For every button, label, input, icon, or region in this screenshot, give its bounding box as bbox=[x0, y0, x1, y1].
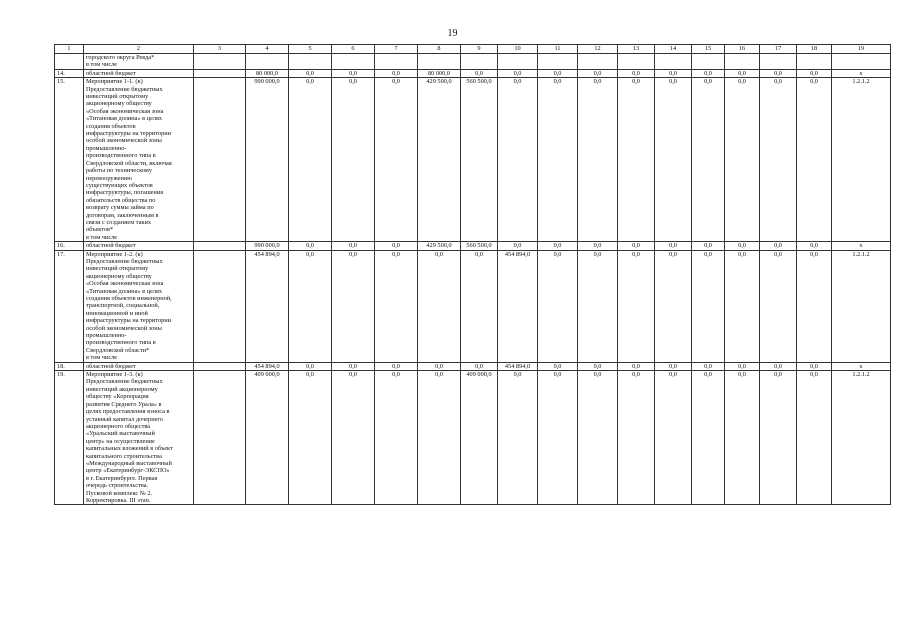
value-cell: 0,0 bbox=[289, 362, 332, 370]
value-cell: 0,0 bbox=[375, 371, 418, 505]
description-line: инвестиций акционерному bbox=[86, 385, 158, 393]
table-row bbox=[55, 54, 891, 70]
page-number: 19 bbox=[447, 28, 458, 39]
description-line: промышленно- bbox=[86, 144, 127, 152]
value-cell: 429 500,0 bbox=[418, 78, 461, 242]
value-cell: 454 894,0 bbox=[246, 250, 289, 362]
value-cell: 0,0 bbox=[289, 250, 332, 362]
description-line: особой экономической зоны bbox=[86, 137, 162, 145]
value-cell: 0,0 bbox=[725, 69, 760, 77]
target-number-cell: 1.2.1.2 bbox=[832, 250, 891, 362]
table-row bbox=[55, 69, 891, 77]
value-cell: 0,0 bbox=[725, 250, 760, 362]
column-header: 2 bbox=[84, 45, 194, 54]
description-line: целях предоставления взноса в bbox=[86, 408, 170, 416]
value-cell: 0,0 bbox=[578, 69, 618, 77]
description-line: акционерному обществу bbox=[86, 100, 152, 108]
description-line: «Особая экономическая зона bbox=[86, 280, 164, 288]
value-cell: 0,0 bbox=[797, 371, 832, 505]
column-header: 14 bbox=[655, 45, 692, 54]
description-line: договорам, заключенным в bbox=[86, 211, 159, 219]
row-number: 19. bbox=[55, 371, 84, 505]
value-cell bbox=[760, 54, 797, 70]
column-header: 11 bbox=[538, 45, 578, 54]
table-row bbox=[55, 371, 891, 505]
value-cell: 0,0 bbox=[655, 69, 692, 77]
value-cell bbox=[246, 54, 289, 70]
description-line: «Уральский выставочный bbox=[86, 430, 155, 438]
value-cell: 0,0 bbox=[760, 78, 797, 242]
description-line: областной бюджет bbox=[86, 242, 136, 250]
column-header: 12 bbox=[578, 45, 618, 54]
value-cell: 0,0 bbox=[538, 242, 578, 250]
value-cell: 0,0 bbox=[289, 69, 332, 77]
column-header: 10 bbox=[498, 45, 538, 54]
description-line: Мероприятие 1-3. (к) bbox=[86, 371, 143, 379]
column-header: 6 bbox=[332, 45, 375, 54]
value-cell: 0,0 bbox=[797, 362, 832, 370]
table-row bbox=[55, 242, 891, 250]
value-cell: 0,0 bbox=[797, 69, 832, 77]
description-line: промышленно- bbox=[86, 332, 127, 340]
description-line: капитальных вложений в объект bbox=[86, 445, 173, 453]
value-cell: 0,0 bbox=[725, 371, 760, 505]
value-cell: 0,0 bbox=[578, 242, 618, 250]
value-cell: 0,0 bbox=[538, 371, 578, 505]
value-cell: 0,0 bbox=[618, 362, 655, 370]
column-3-cell bbox=[194, 242, 246, 250]
budget-table bbox=[54, 44, 891, 505]
description-line: производственного типа в bbox=[86, 339, 156, 347]
value-cell: 0,0 bbox=[375, 242, 418, 250]
row-description bbox=[84, 250, 194, 362]
description-line: Корректировка. III этап. bbox=[86, 496, 151, 504]
value-cell: 0,0 bbox=[655, 362, 692, 370]
target-number-cell: 1.2.1.2 bbox=[832, 78, 891, 242]
value-cell: 0,0 bbox=[692, 371, 725, 505]
description-line: Мероприятие 1-1. (к) bbox=[86, 78, 143, 86]
target-number-cell: x bbox=[832, 362, 891, 370]
description-line: инвестиций открытому bbox=[86, 265, 149, 273]
value-cell: 0,0 bbox=[655, 78, 692, 242]
value-cell: 0,0 bbox=[418, 250, 461, 362]
value-cell: 409 000,0 bbox=[461, 371, 498, 505]
target-number-cell: x bbox=[832, 69, 891, 77]
value-cell bbox=[375, 54, 418, 70]
value-cell: 0,0 bbox=[538, 69, 578, 77]
value-cell: 80 000,0 bbox=[246, 69, 289, 77]
value-cell bbox=[332, 54, 375, 70]
value-cell: 0,0 bbox=[461, 69, 498, 77]
column-header: 9 bbox=[461, 45, 498, 54]
row-description bbox=[84, 371, 194, 505]
column-header: 18 bbox=[797, 45, 832, 54]
value-cell: 0,0 bbox=[461, 362, 498, 370]
target-number-cell bbox=[832, 54, 891, 70]
column-header: 3 bbox=[194, 45, 246, 54]
description-line: капитального строительства bbox=[86, 452, 162, 460]
column-header: 4 bbox=[246, 45, 289, 54]
column-header: 19 bbox=[832, 45, 891, 54]
description-line: инфраструктуры на территории bbox=[86, 317, 172, 325]
value-cell: 0,0 bbox=[760, 69, 797, 77]
description-line: обязательств общества по bbox=[86, 196, 156, 204]
value-cell: 0,0 bbox=[332, 78, 375, 242]
value-cell: 0,0 bbox=[692, 242, 725, 250]
column-header: 7 bbox=[375, 45, 418, 54]
value-cell: 0,0 bbox=[655, 250, 692, 362]
description-line: Свердловской области, включая bbox=[86, 159, 172, 167]
value-cell: 0,0 bbox=[618, 250, 655, 362]
value-cell: 0,0 bbox=[332, 250, 375, 362]
value-cell: 0,0 bbox=[692, 69, 725, 77]
column-3-cell bbox=[194, 54, 246, 70]
row-description bbox=[84, 362, 194, 370]
value-cell: 0,0 bbox=[760, 250, 797, 362]
value-cell: 560 500,0 bbox=[461, 78, 498, 242]
row-number: 17. bbox=[55, 250, 84, 362]
column-header: 15 bbox=[692, 45, 725, 54]
value-cell: 0,0 bbox=[289, 242, 332, 250]
value-cell: 0,0 bbox=[538, 250, 578, 362]
value-cell: 0,0 bbox=[332, 371, 375, 505]
value-cell: 80 000,0 bbox=[418, 69, 461, 77]
value-cell bbox=[797, 54, 832, 70]
value-cell: 0,0 bbox=[375, 362, 418, 370]
description-line: в том числе bbox=[86, 233, 118, 241]
value-cell: 0,0 bbox=[498, 69, 538, 77]
row-number: 15. bbox=[55, 78, 84, 242]
column-3-cell bbox=[194, 250, 246, 362]
value-cell: 0,0 bbox=[797, 242, 832, 250]
description-line: обществу «Корпорация bbox=[86, 393, 149, 401]
description-line: «Титановая долина» в целях bbox=[86, 287, 163, 295]
value-cell: 0,0 bbox=[760, 362, 797, 370]
description-line: объектов* bbox=[86, 226, 114, 234]
value-cell bbox=[655, 54, 692, 70]
value-cell: 0,0 bbox=[618, 69, 655, 77]
description-line: очередь строительства. bbox=[86, 482, 149, 490]
table-row bbox=[55, 78, 891, 242]
description-line: в г. Екатеринбурге. Первая bbox=[86, 474, 158, 482]
description-line: центр «Екатеринбург-ЭКСПО» bbox=[86, 467, 170, 475]
description-line: акционерного общества bbox=[86, 422, 151, 430]
value-cell: 0,0 bbox=[725, 242, 760, 250]
description-line: особой экономической зоны bbox=[86, 324, 162, 332]
row-number: 16. bbox=[55, 242, 84, 250]
value-cell: 0,0 bbox=[692, 78, 725, 242]
value-cell: 990 000,0 bbox=[246, 78, 289, 242]
row-number bbox=[55, 54, 84, 70]
description-line: уставный капитал дочернего bbox=[86, 415, 163, 423]
description-line: Мероприятие 1-2. (к) bbox=[86, 250, 143, 258]
description-line: Предоставление бюджетных bbox=[86, 378, 163, 386]
value-cell bbox=[692, 54, 725, 70]
table-row bbox=[55, 362, 891, 370]
description-line: «Международный выставочный bbox=[86, 459, 172, 467]
value-cell: 0,0 bbox=[618, 78, 655, 242]
description-line: центр» на осуществление bbox=[86, 437, 155, 445]
table-row bbox=[55, 250, 891, 362]
value-cell: 0,0 bbox=[375, 78, 418, 242]
row-description bbox=[84, 69, 194, 77]
row-description bbox=[84, 242, 194, 250]
description-line: инфраструктуры на территории bbox=[86, 130, 172, 138]
value-cell: 0,0 bbox=[618, 371, 655, 505]
value-cell: 0,0 bbox=[797, 78, 832, 242]
value-cell: 0,0 bbox=[538, 78, 578, 242]
value-cell: 0,0 bbox=[418, 371, 461, 505]
row-description bbox=[84, 78, 194, 242]
description-line: в том числе bbox=[86, 354, 118, 362]
column-header: 1 bbox=[55, 45, 84, 54]
column-3-cell bbox=[194, 69, 246, 77]
target-number-cell: x bbox=[832, 242, 891, 250]
row-description bbox=[84, 54, 194, 70]
column-3-cell bbox=[194, 362, 246, 370]
value-cell: 0,0 bbox=[655, 242, 692, 250]
value-cell: 990 000,0 bbox=[246, 242, 289, 250]
value-cell: 0,0 bbox=[461, 250, 498, 362]
description-line: связи с созданием таких bbox=[86, 218, 151, 226]
value-cell bbox=[498, 54, 538, 70]
value-cell: 0,0 bbox=[692, 362, 725, 370]
value-cell: 454 894,0 bbox=[246, 362, 289, 370]
value-cell: 0,0 bbox=[289, 371, 332, 505]
value-cell: 0,0 bbox=[725, 362, 760, 370]
description-line: областной бюджет bbox=[86, 69, 136, 77]
value-cell: 0,0 bbox=[498, 371, 538, 505]
value-cell: 409 000,0 bbox=[246, 371, 289, 505]
value-cell: 0,0 bbox=[578, 78, 618, 242]
value-cell: 0,0 bbox=[375, 69, 418, 77]
description-line: развития Среднего Урала» в bbox=[86, 400, 162, 408]
description-line: существующих объектов bbox=[86, 181, 153, 189]
description-line: возврату суммы займа по bbox=[86, 204, 154, 212]
value-cell: 0,0 bbox=[760, 242, 797, 250]
description-line: в том числе bbox=[86, 61, 118, 69]
description-line: Свердловской области* bbox=[86, 346, 150, 354]
description-line: инновационной и иной bbox=[86, 309, 148, 317]
row-number: 14. bbox=[55, 69, 84, 77]
value-cell: 0,0 bbox=[332, 362, 375, 370]
value-cell: 0,0 bbox=[692, 250, 725, 362]
column-3-cell bbox=[194, 371, 246, 505]
value-cell: 0,0 bbox=[618, 242, 655, 250]
column-header: 8 bbox=[418, 45, 461, 54]
description-line: инфраструктуры, погашения bbox=[86, 189, 164, 197]
description-line: областной бюджет bbox=[86, 362, 136, 370]
description-line: транспортной, социальной, bbox=[86, 302, 160, 310]
description-line: Пусковой комплекс № 2. bbox=[86, 489, 153, 497]
value-cell bbox=[461, 54, 498, 70]
value-cell: 0,0 bbox=[498, 78, 538, 242]
column-header: 13 bbox=[618, 45, 655, 54]
value-cell bbox=[289, 54, 332, 70]
column-header: 17 bbox=[760, 45, 797, 54]
description-line: «Особая экономическая зона bbox=[86, 107, 164, 115]
column-header: 16 bbox=[725, 45, 760, 54]
value-cell: 0,0 bbox=[332, 242, 375, 250]
value-cell: 454 894,0 bbox=[498, 250, 538, 362]
value-cell: 0,0 bbox=[760, 371, 797, 505]
description-line: инвестиций открытому bbox=[86, 93, 149, 101]
description-line: производственного типа в bbox=[86, 152, 156, 160]
value-cell: 0,0 bbox=[578, 371, 618, 505]
value-cell: 0,0 bbox=[655, 371, 692, 505]
value-cell: 0,0 bbox=[538, 362, 578, 370]
column-header: 5 bbox=[289, 45, 332, 54]
value-cell bbox=[725, 54, 760, 70]
row-number: 18. bbox=[55, 362, 84, 370]
value-cell: 0,0 bbox=[418, 362, 461, 370]
value-cell: 0,0 bbox=[578, 250, 618, 362]
description-line: Предоставление бюджетных bbox=[86, 85, 163, 93]
description-line: перевооружению bbox=[86, 174, 132, 182]
value-cell bbox=[538, 54, 578, 70]
description-line: создания объектов инженерной, bbox=[86, 295, 172, 302]
value-cell: 0,0 bbox=[725, 78, 760, 242]
value-cell: 0,0 bbox=[375, 250, 418, 362]
target-number-cell: 1.2.1.2 bbox=[832, 371, 891, 505]
value-cell: 429 500,0 bbox=[418, 242, 461, 250]
description-line: акционерному обществу bbox=[86, 272, 152, 280]
description-line: «Титановая долина» в целях bbox=[86, 115, 163, 123]
value-cell: 560 500,0 bbox=[461, 242, 498, 250]
value-cell bbox=[618, 54, 655, 70]
description-line: создания объектов bbox=[86, 122, 136, 130]
column-3-cell bbox=[194, 78, 246, 242]
value-cell: 0,0 bbox=[578, 362, 618, 370]
value-cell: 0,0 bbox=[498, 242, 538, 250]
value-cell: 454 894,0 bbox=[498, 362, 538, 370]
description-line: работы по техническому bbox=[86, 167, 153, 175]
value-cell: 0,0 bbox=[289, 78, 332, 242]
value-cell bbox=[578, 54, 618, 70]
value-cell: 0,0 bbox=[797, 250, 832, 362]
description-line: городского округа Ревда* bbox=[86, 54, 155, 61]
header-row bbox=[55, 45, 891, 54]
value-cell: 0,0 bbox=[332, 69, 375, 77]
description-line: Предоставление бюджетных bbox=[86, 257, 163, 265]
value-cell bbox=[418, 54, 461, 70]
